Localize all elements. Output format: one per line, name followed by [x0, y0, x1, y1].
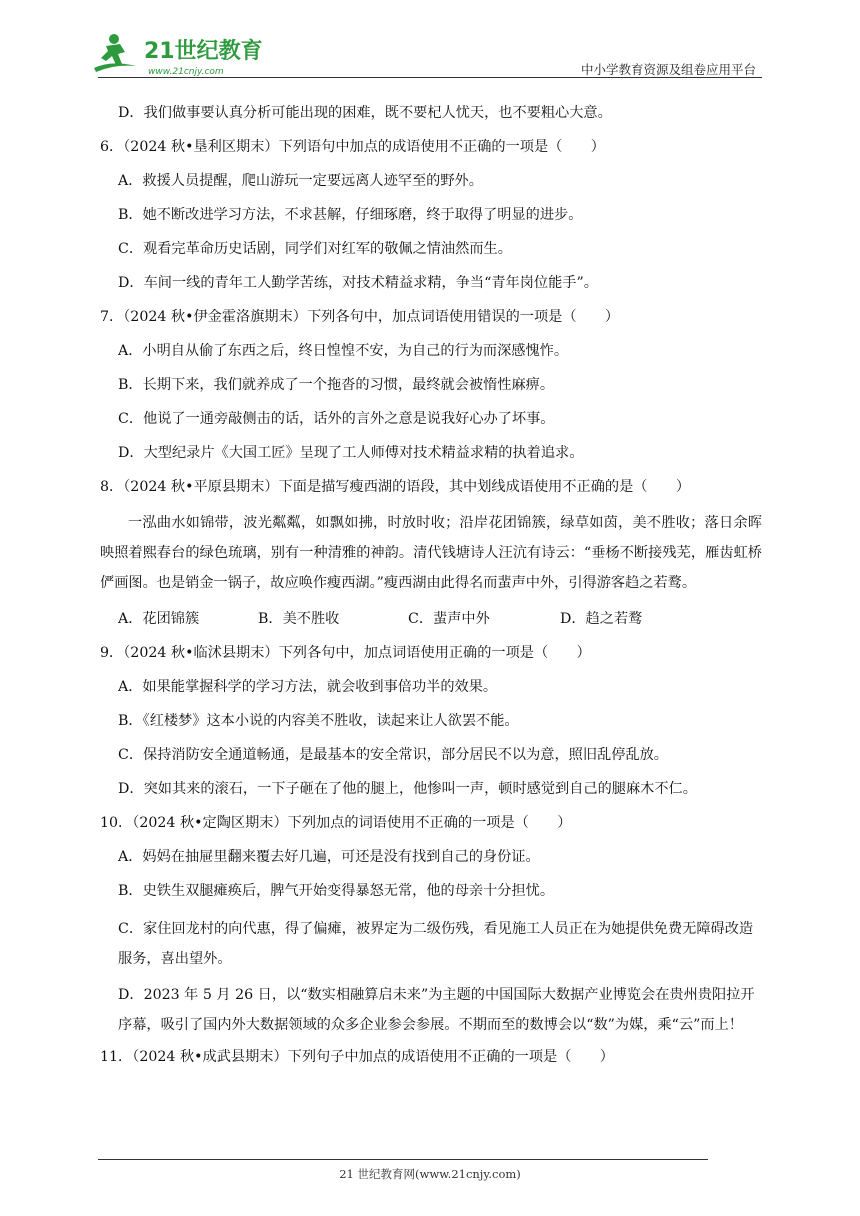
q7-option-c: C．他说了一通旁敲侧击的话，话外的言外之意是说我好心办了坏事。 — [118, 411, 555, 427]
q10-option-b: B．史铁生双腿瘫痪后，脾气开始变得暴怒无常，他的母亲十分担忧。 — [118, 883, 555, 899]
q8-option-d: D．趋之若鹜 — [560, 611, 643, 627]
q9-option-b: B．《红楼梦》这本小说的内容美不胜收，读起来让人欲罢不能。 — [118, 713, 519, 729]
header-divider — [98, 77, 762, 78]
q8-option-b: B．美不胜收 — [258, 611, 340, 627]
logo-url: www.21cnjy.com — [148, 67, 224, 77]
option-d-prev: D．我们做事要认真分析可能出现的困难，既不要杞人忧天，也不要粗心大意。 — [118, 105, 612, 121]
question-11: 11．（2024 秋•成武县期末）下列句子中加点的成语使用不正确的一项是（ ） — [100, 1049, 614, 1065]
q7-option-b: B．长期下来，我们就养成了一个拖沓的习惯，最终就会被惰性麻痹。 — [118, 377, 555, 393]
q8-option-c: C．蜚声中外 — [408, 611, 490, 627]
q6-option-b: B．她不断改进学习方法，不求甚解，仔细琢磨，终于取得了明显的进步。 — [118, 207, 583, 223]
q7-option-a: A．小明自从偷了东西之后，终日惶惶不安，为自己的行为而深感愧怍。 — [118, 343, 569, 359]
question-8: 8．（2024 秋•平原县期末）下面是描写瘦西湖的语段，其中划线成语使用不正确的是（ ） — [100, 479, 691, 495]
q10-option-a: A．妈妈在抽屉里翻来覆去好几遍，可还是没有找到自己的身份证。 — [118, 849, 540, 865]
document-body — [100, 96, 762, 1074]
q7-option-d: D．大型纪录片《大国工匠》呈现了工人师傅对技术精益求精的执着追求。 — [118, 445, 584, 461]
platform-name: 中小学教育资源及组卷应用平台 — [580, 62, 756, 77]
runner-icon — [94, 34, 136, 72]
question-10: 10．（2024 秋•定陶区期末）下列加点的词语使用不正确的一项是（ ） — [100, 815, 572, 831]
q8-passage: 一泓曲水如锦带，波光粼粼，如飘如拂，时放时收；沿岸花团锦簇，绿草如茵，美不胜收；落日余晖映照着熙春台的绿色琉璃，别有一种清雅的神韵。清代钱塘诗人汪沆有诗云：“垂杨不断接残芜，雁齿虹桥俨画图。也是销金一锅子，故应唤作瘦西湖。”瘦西湖由此得名而蜚声中外，引得游客趋之若鹜。 — [100, 515, 762, 591]
q6-option-a: A．救援人员提醒，爬山游玩一定要远离人迹罕至的野外。 — [118, 173, 483, 189]
q9-option-d: D．突如其来的滚石，一下子砸在了他的腿上，他惨叫一声，顿时感觉到自己的腿麻木不仁。 — [118, 781, 697, 797]
page-header — [0, 0, 860, 84]
q10-option-d: D．2023 年 5 月 26 日，以“数实相融算启未来”为主题的中国国际大数据产业博览会在贵州贵阳拉开序幕，吸引了国内外大数据领域的众多企业参会参展。不期而至的数博会以“数”为媒，乘“云”而上！ — [118, 987, 755, 1033]
q6-option-c: C．观看完革命历史话剧，同学们对红军的敬佩之情油然而生。 — [118, 241, 512, 257]
logo-text: 21世纪教育 — [144, 39, 263, 64]
page-footer: 21 世纪教育网(www.21cnjy.com) — [339, 1167, 521, 1181]
footer-divider — [98, 1159, 708, 1160]
q8-option-a: A．花团锦簇 — [118, 611, 200, 627]
question-9: 9．（2024 秋•临沭县期末）下列各句中，加点词语使用正确的一项是（ ） — [100, 645, 591, 661]
q10-option-c: C．家住回龙村的向代惠，得了偏瘫，被界定为二级伤残，看见施工人员正在为她提供免费无障碍改造服务，喜出望外。 — [118, 921, 754, 967]
logo-21cnjy — [92, 30, 282, 80]
q9-option-c: C．保持消防安全通道畅通，是最基本的安全常识，部分居民不以为意，照旧乱停乱放。 — [118, 747, 668, 763]
q8-options — [100, 602, 762, 636]
q9-option-a: A．如果能掌握科学的学习方法，就会收到事倍功半的效果。 — [118, 679, 498, 695]
question-6: 6．（2024 秋•垦利区期末）下列语句中加点的成语使用不正确的一项是（ ） — [100, 139, 605, 155]
q6-option-d: D．车间一线的青年工人勤学苦练，对技术精益求精，争当“青年岗位能手”。 — [118, 275, 598, 291]
question-7: 7．（2024 秋•伊金霍洛旗期末）下列各句中，加点词语使用错误的一项是（ ） — [100, 309, 620, 325]
